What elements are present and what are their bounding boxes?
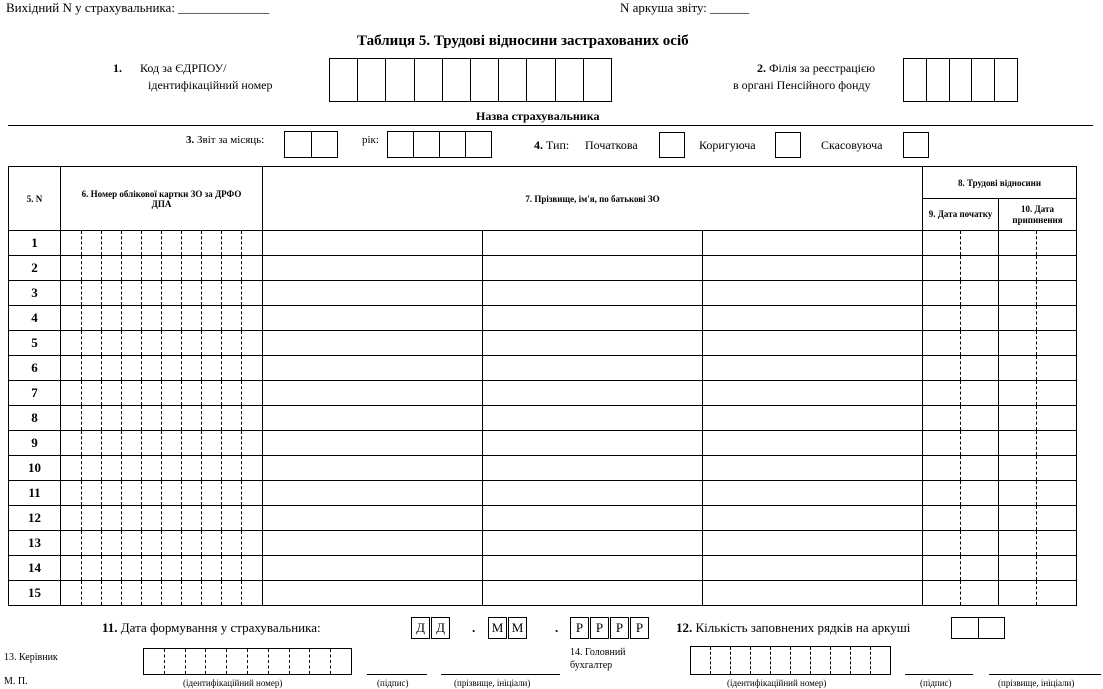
pension-branch-cells[interactable] — [903, 58, 1018, 102]
year-label: рік: — [362, 134, 379, 146]
accountant-id-cells[interactable] — [690, 646, 891, 675]
table-row — [9, 556, 1077, 581]
table-row — [9, 331, 1077, 356]
first-name-cell[interactable] — [483, 281, 703, 306]
card-number-cell[interactable] — [61, 356, 263, 381]
end-date-cell[interactable] — [999, 556, 1077, 581]
type-initial-label: Початкова — [585, 138, 638, 152]
surname-cell[interactable] — [263, 456, 483, 481]
outgoing-number-blank[interactable]: ______________ — [178, 0, 270, 15]
surname-cell[interactable] — [263, 581, 483, 606]
col-labor-relations-header: 8. Трудові відносини — [923, 167, 1077, 199]
end-date-cell[interactable] — [999, 231, 1077, 256]
row-number: 15 — [9, 581, 61, 606]
table-row — [9, 481, 1077, 506]
card-number-cell[interactable] — [61, 306, 263, 331]
surname-cell[interactable] — [263, 481, 483, 506]
end-date-cell[interactable] — [999, 431, 1077, 456]
end-date-cell[interactable] — [999, 506, 1077, 531]
table-row — [9, 381, 1077, 406]
start-date-cell[interactable] — [923, 331, 999, 356]
manager-id-caption: (ідентифікаційний номер) — [183, 678, 283, 688]
year-cell[interactable]: Р — [610, 617, 629, 639]
manager-label: 13. Керівник — [4, 652, 58, 663]
start-date-cell[interactable] — [923, 406, 999, 431]
table-row — [9, 306, 1077, 331]
card-number-cell[interactable] — [61, 456, 263, 481]
surname-cell[interactable] — [263, 231, 483, 256]
first-name-cell[interactable] — [483, 356, 703, 381]
field1-label-line2: ідентифікаційний номер — [148, 78, 273, 92]
accountant-label-line2: бухгалтер — [570, 660, 613, 671]
card-number-cell[interactable] — [61, 381, 263, 406]
col-number-header: 5. N — [9, 167, 61, 231]
patronymic-cell[interactable] — [703, 231, 923, 256]
first-name-cell[interactable] — [483, 306, 703, 331]
first-name-cell[interactable] — [483, 581, 703, 606]
manager-name-line[interactable] — [441, 674, 560, 675]
row-number: 11 — [9, 481, 61, 506]
date-separator: . — [555, 620, 559, 635]
patronymic-cell[interactable] — [703, 456, 923, 481]
row-number: 3 — [9, 281, 61, 306]
table-row — [9, 231, 1077, 256]
first-name-cell[interactable] — [483, 406, 703, 431]
start-date-cell[interactable] — [923, 381, 999, 406]
outgoing-number-label: Вихідний N у страхувальника: ______________ — [6, 0, 270, 15]
start-date-cell[interactable] — [923, 581, 999, 606]
surname-cell[interactable] — [263, 431, 483, 456]
patronymic-cell[interactable] — [703, 256, 923, 281]
end-date-cell[interactable] — [999, 256, 1077, 281]
report-year-cells[interactable] — [387, 131, 492, 158]
row-number: 8 — [9, 406, 61, 431]
row-number: 9 — [9, 431, 61, 456]
year-cell[interactable]: Р — [630, 617, 649, 639]
month-cell[interactable]: М — [488, 617, 507, 639]
table-row — [9, 456, 1077, 481]
card-number-cell[interactable] — [61, 256, 263, 281]
card-number-cell[interactable] — [61, 281, 263, 306]
card-number-cell[interactable] — [61, 556, 263, 581]
start-date-cell[interactable] — [923, 231, 999, 256]
col-start-date-header: 9. Дата початку — [923, 199, 999, 231]
first-name-cell[interactable] — [483, 231, 703, 256]
surname-cell[interactable] — [263, 306, 483, 331]
manager-name-caption: (прізвище, ініціали) — [454, 678, 531, 688]
table-row — [9, 356, 1077, 381]
sheet-number-blank[interactable]: ______ — [710, 0, 750, 15]
table-row — [9, 406, 1077, 431]
start-date-cell[interactable] — [923, 356, 999, 381]
row-number: 5 — [9, 331, 61, 356]
card-number-cell[interactable] — [61, 231, 263, 256]
manager-id-cells[interactable] — [143, 648, 352, 675]
row-number: 12 — [9, 506, 61, 531]
table-row — [9, 281, 1077, 306]
patronymic-cell[interactable] — [703, 356, 923, 381]
surname-cell[interactable] — [263, 331, 483, 356]
manager-signature-caption: (підпис) — [377, 678, 409, 688]
field4-label: 4. Тип: — [534, 138, 570, 152]
stamp-label: М. П. — [4, 676, 28, 687]
accountant-name-caption: (прізвище, ініціали) — [998, 678, 1075, 688]
type-initial-checkbox[interactable] — [659, 132, 685, 158]
insurer-name-label: Назва страхувальника — [476, 109, 600, 123]
start-date-cell[interactable] — [923, 431, 999, 456]
card-number-cell[interactable] — [61, 481, 263, 506]
start-date-cell[interactable] — [923, 306, 999, 331]
row-number: 1 — [9, 231, 61, 256]
year-cell[interactable]: Р — [570, 617, 589, 639]
accountant-label-line1: 14. Головний — [570, 647, 626, 658]
first-name-cell[interactable] — [483, 506, 703, 531]
first-name-cell[interactable] — [483, 531, 703, 556]
surname-cell[interactable] — [263, 281, 483, 306]
end-date-cell[interactable] — [999, 331, 1077, 356]
surname-cell[interactable] — [263, 556, 483, 581]
table-row — [9, 506, 1077, 531]
patronymic-cell[interactable] — [703, 306, 923, 331]
filled-rows-count-cells[interactable] — [951, 617, 1005, 639]
start-date-cell[interactable] — [923, 531, 999, 556]
accountant-signature-line[interactable] — [905, 674, 973, 675]
month-cell[interactable]: М — [508, 617, 527, 639]
table-row — [9, 531, 1077, 556]
field1-label-line1: Код за ЄДРПОУ/ — [140, 61, 227, 75]
insurer-name-line[interactable] — [8, 125, 1093, 126]
end-date-cell[interactable] — [999, 581, 1077, 606]
card-number-cell[interactable] — [61, 531, 263, 556]
patronymic-cell[interactable] — [703, 581, 923, 606]
day-cell[interactable]: Д — [411, 617, 430, 639]
start-date-cell[interactable] — [923, 256, 999, 281]
patronymic-cell[interactable] — [703, 281, 923, 306]
patronymic-cell[interactable] — [703, 481, 923, 506]
col-card-number-header: 6. Номер облікової картки ЗО за ДРФО ДПА — [61, 167, 263, 231]
page-title: Таблиця 5. Трудові відносини застрахованих осіб — [357, 33, 689, 49]
report-month-cells[interactable] — [284, 131, 338, 158]
col-end-date-header: 10. Дата припинення — [999, 199, 1077, 231]
field2-label-line1: 2. Філія за реєстрацією — [757, 61, 876, 75]
start-date-cell[interactable] — [923, 456, 999, 481]
manager-signature-line[interactable] — [367, 674, 427, 675]
accountant-id-caption: (ідентифікаційний номер) — [727, 678, 827, 688]
field1-number: 1. — [113, 61, 122, 75]
row-number: 13 — [9, 531, 61, 556]
field11-label: 11. Дата формування у страхувальника: — [102, 620, 321, 635]
accountant-name-line[interactable] — [989, 674, 1101, 675]
row-number: 10 — [9, 456, 61, 481]
surname-cell[interactable] — [263, 381, 483, 406]
row-number: 4 — [9, 306, 61, 331]
patronymic-cell[interactable] — [703, 406, 923, 431]
end-date-cell[interactable] — [999, 531, 1077, 556]
card-number-cell[interactable] — [61, 406, 263, 431]
first-name-cell[interactable] — [483, 331, 703, 356]
sheet-number-label: N аркуша звіту: ______ — [620, 0, 750, 15]
first-name-cell[interactable] — [483, 431, 703, 456]
labor-relations-table — [8, 166, 1077, 606]
date-year-cells[interactable] — [570, 617, 650, 639]
type-correcting-label: Коригуюча — [699, 138, 756, 152]
patronymic-cell[interactable] — [703, 331, 923, 356]
first-name-cell[interactable] — [483, 256, 703, 281]
date-month-cells[interactable] — [488, 617, 528, 639]
field3-label: 3. Звіт за місяць: — [186, 134, 265, 146]
row-number: 6 — [9, 356, 61, 381]
first-name-cell[interactable] — [483, 456, 703, 481]
first-name-cell[interactable] — [483, 481, 703, 506]
field2-label-line2: в органі Пенсійного фонду — [733, 78, 871, 92]
surname-cell[interactable] — [263, 531, 483, 556]
surname-cell[interactable] — [263, 256, 483, 281]
patronymic-cell[interactable] — [703, 381, 923, 406]
card-number-cell[interactable] — [61, 506, 263, 531]
card-number-cell[interactable] — [61, 581, 263, 606]
patronymic-cell[interactable] — [703, 556, 923, 581]
surname-cell[interactable] — [263, 356, 483, 381]
start-date-cell[interactable] — [923, 556, 999, 581]
edrpou-code-cells[interactable] — [329, 58, 612, 102]
card-number-cell[interactable] — [61, 431, 263, 456]
start-date-cell[interactable] — [923, 281, 999, 306]
surname-cell[interactable] — [263, 506, 483, 531]
year-cell[interactable]: Р — [590, 617, 609, 639]
patronymic-cell[interactable] — [703, 506, 923, 531]
end-date-cell[interactable] — [999, 456, 1077, 481]
type-cancelling-checkbox[interactable] — [903, 132, 929, 158]
type-cancelling-label: Скасовуюча — [821, 138, 883, 152]
row-number: 14 — [9, 556, 61, 581]
table-row — [9, 581, 1077, 606]
first-name-cell[interactable] — [483, 381, 703, 406]
table-row — [9, 431, 1077, 456]
accountant-signature-caption: (підпис) — [920, 678, 952, 688]
field12-label: 12. Кількість заповнених рядків на аркуші — [676, 620, 911, 635]
date-day-cells[interactable] — [411, 617, 451, 639]
day-cell[interactable]: Д — [431, 617, 450, 639]
first-name-cell[interactable] — [483, 556, 703, 581]
row-number: 2 — [9, 256, 61, 281]
date-separator: . — [472, 620, 476, 635]
table-row — [9, 256, 1077, 281]
end-date-cell[interactable] — [999, 306, 1077, 331]
start-date-cell[interactable] — [923, 481, 999, 506]
end-date-cell[interactable] — [999, 481, 1077, 506]
patronymic-cell[interactable] — [703, 431, 923, 456]
start-date-cell[interactable] — [923, 506, 999, 531]
surname-cell[interactable] — [263, 406, 483, 431]
row-number: 7 — [9, 381, 61, 406]
patronymic-cell[interactable] — [703, 531, 923, 556]
end-date-cell[interactable] — [999, 381, 1077, 406]
card-number-cell[interactable] — [61, 331, 263, 356]
end-date-cell[interactable] — [999, 356, 1077, 381]
end-date-cell[interactable] — [999, 281, 1077, 306]
col-full-name-header: 7. Прізвище, ім'я, по батькові ЗО — [263, 167, 923, 231]
end-date-cell[interactable] — [999, 406, 1077, 431]
type-correcting-checkbox[interactable] — [775, 132, 801, 158]
